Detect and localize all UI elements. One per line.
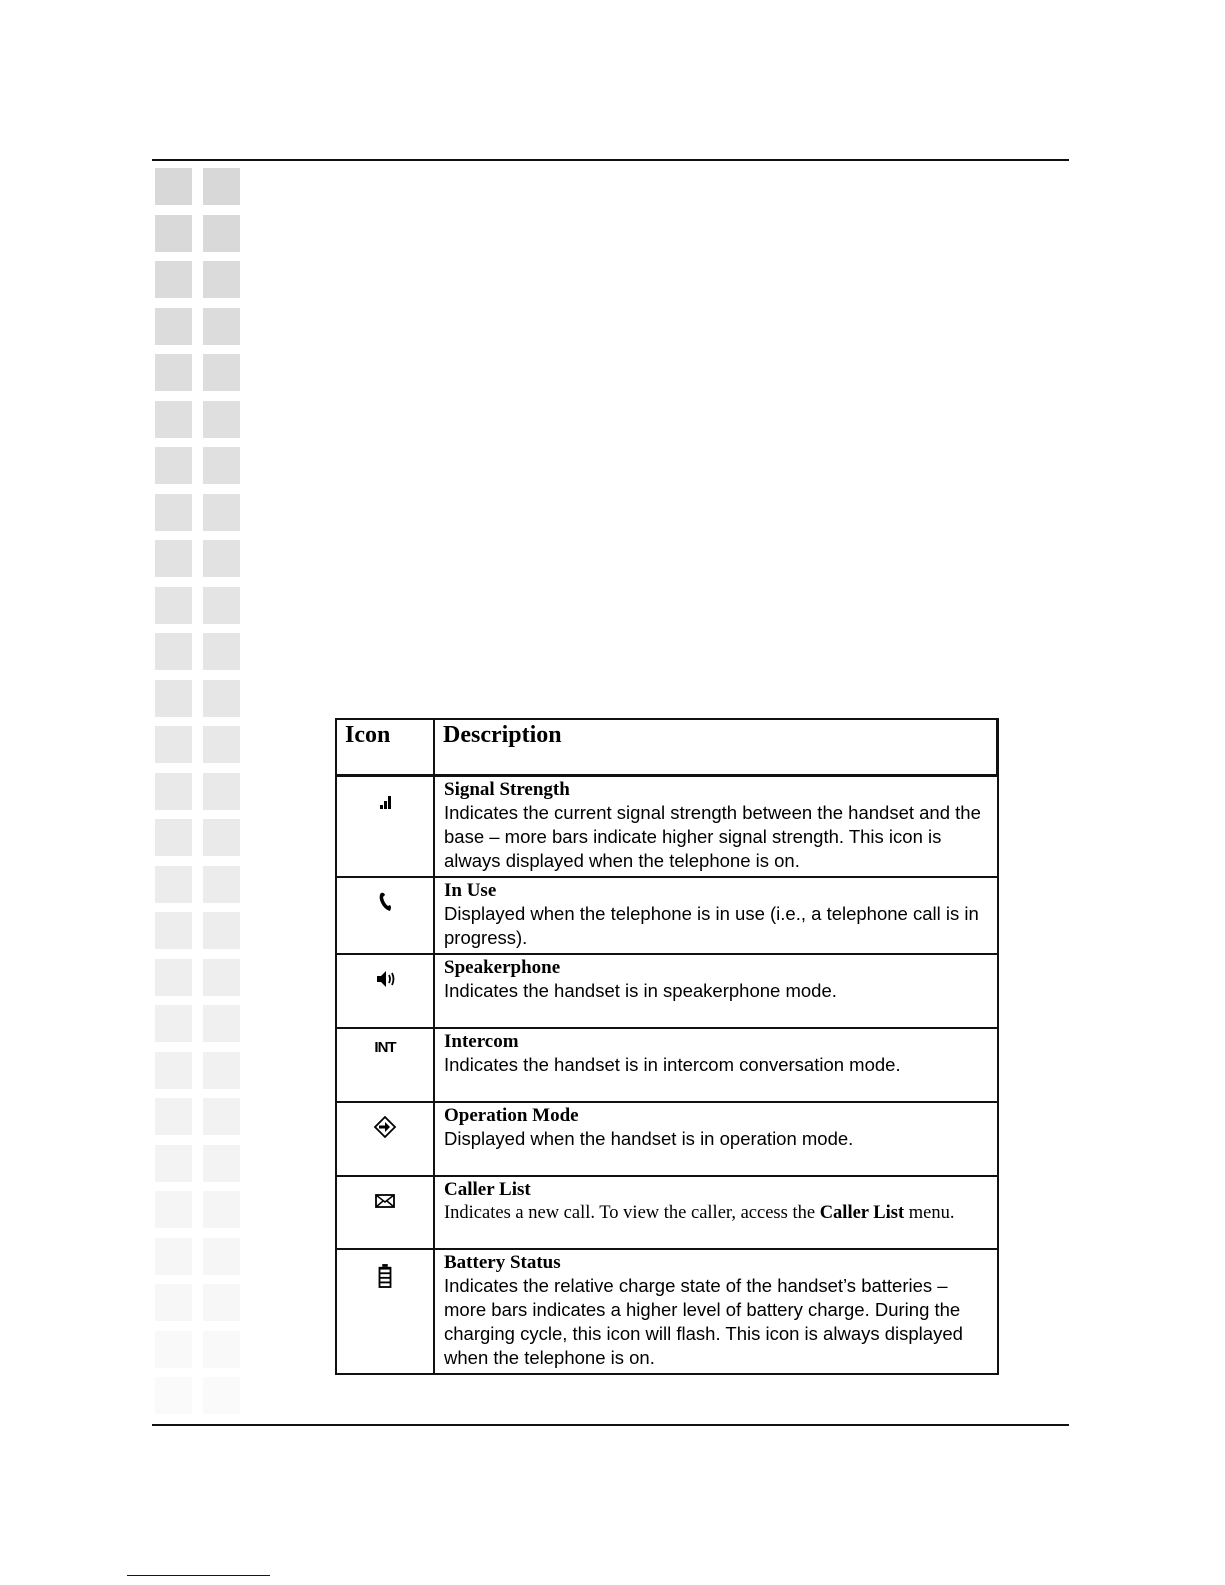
row-description: Displayed when the handset is in operation mode.: [444, 1128, 854, 1149]
margin-square: [203, 1331, 240, 1368]
margin-square: [203, 819, 240, 856]
margin-square: [203, 773, 240, 810]
margin-square: [203, 1145, 240, 1182]
margin-square: [203, 1052, 240, 1089]
margin-square: [203, 354, 240, 391]
margin-square: [203, 912, 240, 949]
margin-square: [155, 819, 192, 856]
row-description: Displayed when the telephone is in use (i.e., a telephone call is in progress).: [444, 903, 979, 948]
table-row: [336, 1176, 998, 1249]
margin-square: [155, 308, 192, 345]
row-description: Indicates the current signal strength between the handset and the base – more bars indicate higher signal strength. This icon is always displayed when the telephone is on.: [444, 802, 981, 871]
margin-square: [155, 587, 192, 624]
margin-square: [155, 215, 192, 252]
row-title: Signal Strength: [444, 779, 570, 800]
table-header-row: [336, 719, 998, 776]
margin-square: [203, 587, 240, 624]
margin-square: [155, 1098, 192, 1135]
row-title: Intercom: [444, 1031, 519, 1052]
margin-square: [155, 540, 192, 577]
margin-square: [155, 261, 192, 298]
margin-square: [155, 866, 192, 903]
table-row: [336, 1028, 998, 1102]
row-description: Indicates the handset is in speakerphone mode.: [444, 980, 837, 1001]
margin-square: [203, 1098, 240, 1135]
margin-square: [203, 726, 240, 763]
margin-square: [203, 215, 240, 252]
margin-square: [155, 401, 192, 438]
margin-square: [203, 261, 240, 298]
margin-square: [155, 1191, 192, 1228]
row-title: In Use: [444, 880, 497, 901]
margin-square: [155, 447, 192, 484]
margin-square: [155, 680, 192, 717]
margin-square: [155, 1052, 192, 1089]
margin-square: [155, 354, 192, 391]
margin-square: [203, 1284, 240, 1321]
margin-square: [203, 959, 240, 996]
header-rule: [152, 159, 1069, 161]
margin-square: [155, 494, 192, 531]
envelope-icon: [373, 1189, 397, 1213]
margin-square: [203, 866, 240, 903]
margin-square: [203, 1238, 240, 1275]
row-title: Operation Mode: [444, 1105, 579, 1126]
caller-list-menu-name: Caller List: [819, 1203, 905, 1223]
margin-square: [155, 1284, 192, 1321]
margin-square: [155, 1238, 192, 1275]
battery-icon: [374, 1262, 396, 1290]
intercom-icon: INT: [374, 1039, 396, 1056]
table-row: [336, 776, 998, 878]
margin-square: [203, 401, 240, 438]
footer-rule: [152, 1424, 1069, 1426]
operation-mode-icon: [373, 1115, 397, 1139]
description-column-header: Description: [434, 719, 998, 776]
margin-square: [155, 1331, 192, 1368]
icon-column-header: Icon: [336, 719, 434, 776]
speaker-icon: [373, 967, 397, 991]
row-description: Indicates the handset is in intercom conversation mode.: [444, 1054, 901, 1075]
row-description-text-end: menu.: [908, 1203, 955, 1223]
row-title: Caller List: [444, 1179, 531, 1200]
margin-square: [155, 773, 192, 810]
table-row: [336, 1102, 998, 1176]
margin-square: [155, 959, 192, 996]
row-description: [444, 1201, 989, 1225]
margin-square: [155, 912, 192, 949]
margin-square: [203, 168, 240, 205]
margin-square: [203, 1005, 240, 1042]
margin-square: [203, 308, 240, 345]
margin-square: [203, 633, 240, 670]
margin-square: [203, 1377, 240, 1414]
footer-link-underline: [127, 1575, 270, 1576]
row-description: Indicates the relative charge state of the handset’s batteries – more bars indicates a higher level of battery charge. During the charging cycle, this icon will flash. This icon is always displayed when the telephone is on.: [444, 1275, 963, 1368]
margin-square: [155, 1377, 192, 1414]
margin-square: [155, 168, 192, 205]
table-row: [336, 954, 998, 1028]
margin-square: [203, 680, 240, 717]
icon-description-table: [335, 718, 999, 1375]
row-title: Speakerphone: [444, 957, 561, 978]
margin-square: [155, 726, 192, 763]
margin-square: [155, 1005, 192, 1042]
signal-strength-icon: [373, 789, 397, 813]
row-description-text: Indicates a new call. To view the caller, access the: [444, 1203, 816, 1223]
margin-square: [155, 633, 192, 670]
table-row: [336, 1249, 998, 1374]
margin-square: [155, 1145, 192, 1182]
table-row: [336, 877, 998, 954]
handset-in-use-icon: [373, 890, 397, 914]
margin-square: [203, 540, 240, 577]
row-title: Battery Status: [444, 1252, 561, 1273]
decorative-margin-squares: [155, 168, 245, 1423]
margin-square: [203, 494, 240, 531]
margin-square: [203, 447, 240, 484]
margin-square: [203, 1191, 240, 1228]
